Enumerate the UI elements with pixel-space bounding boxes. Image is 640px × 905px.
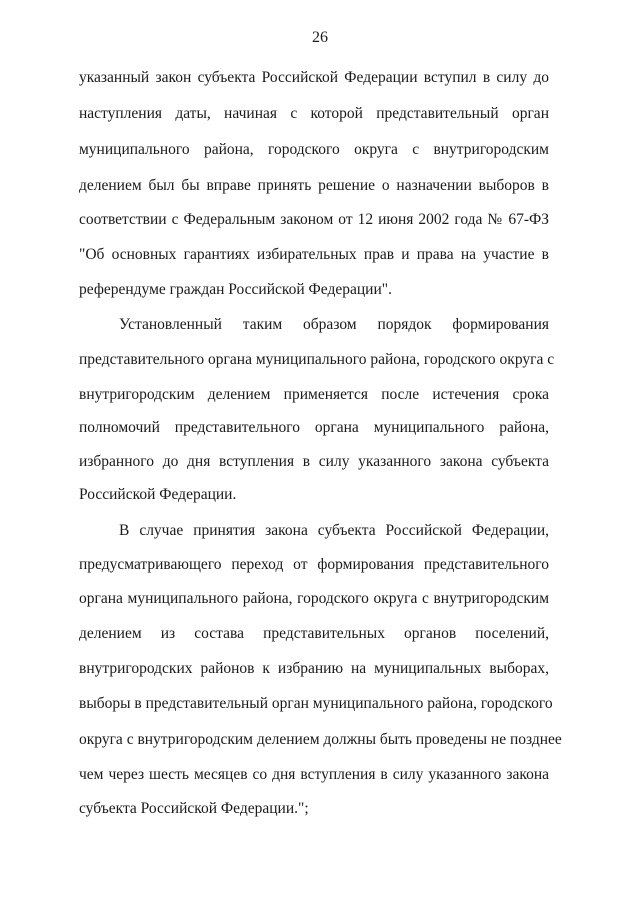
text-line: Российской Федерации. [79,486,237,503]
text-line: "Об основных гарантиях избирательных прав и права на участие в [79,246,549,263]
text-line: внутригородских районов к избранию на муниципальных выборах, [79,660,549,677]
text-line: муниципального района, городского округа с внутригородским [79,141,549,158]
text-line: Установленный таким образом порядок формирования [119,316,549,333]
text-line: предусматривающего переход от формирования представительного [79,556,549,573]
text-line: субъекта Российской Федерации."; [79,800,309,817]
text-line: выборы в представительный орган муниципального района, городского [79,695,553,712]
text-line: делением из состава представительных органов поселений, [79,625,549,642]
text-line: референдуме граждан Российской Федерации". [79,281,392,298]
text-line: указанный закон субъекта Российской Федерации вступил в силу до [79,69,549,86]
text-line: наступления даты, начиная с которой представительный орган [79,105,549,122]
text-line: полномочий представительного органа муниципального района, [79,419,549,436]
text-line: представительного органа муниципального района, городского округа с [79,351,555,368]
text-line: чем через шесть месяцев со дня вступления в силу указанного закона [79,766,549,783]
text-line: избранного до дня вступления в силу указанного закона субъекта [79,453,549,470]
text-line: соответствии с Федеральным законом от 12 июня 2002 года № 67-ФЗ [79,211,549,228]
text-line: органа муниципального района, городского округа с внутригородским [79,590,549,607]
text-line: В случае принятия закона субъекта Российской Федерации, [119,522,549,539]
page-number: 26 [312,29,328,46]
text-line: округа с внутригородским делением должны быть проведены не позднее [79,731,562,748]
text-line: делением был бы вправе принять решение о назначении выборов в [79,177,549,194]
text-line: внутригородским делением применяется после истечения срока [79,386,549,403]
